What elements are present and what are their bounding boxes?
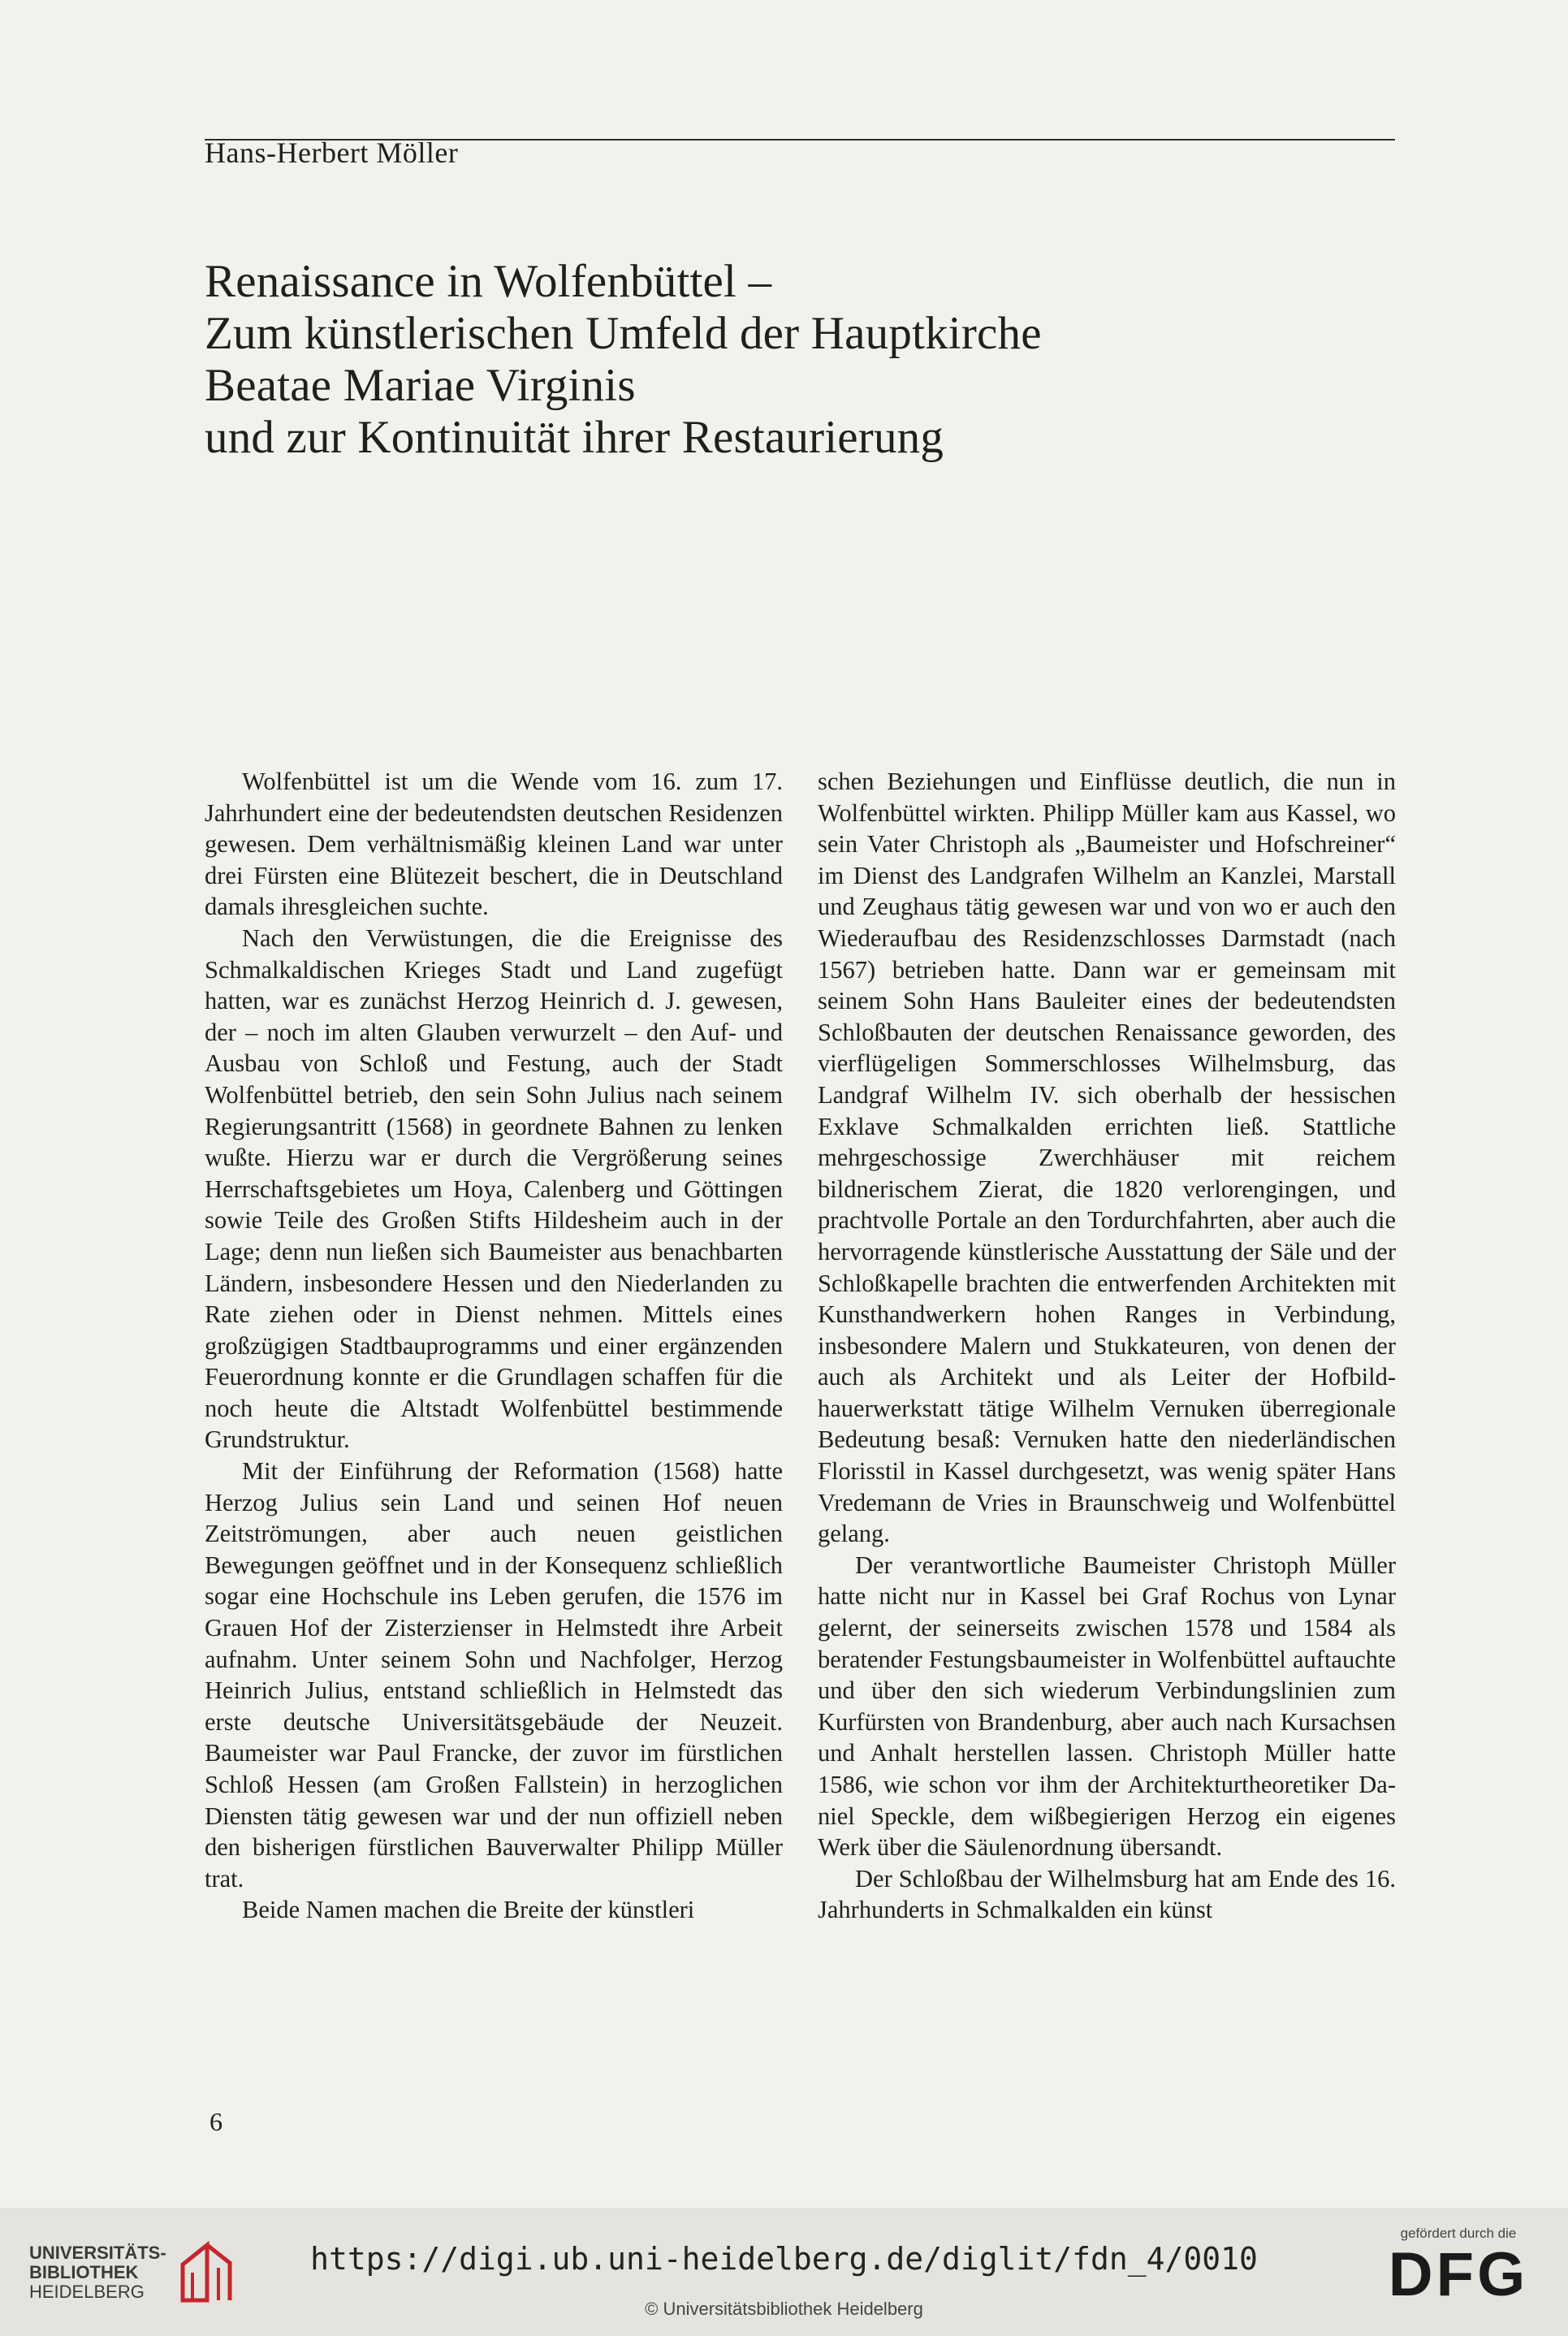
paragraph: Mit der Einführung der Reformation (1568) hatte Herzog Julius sein Land und seinen Hof neuen Zeitströmungen, aber auch neuen geistlichen Bewegungen geöffnet und in der Konsequenz schließlich sogar eine Hochschule ins Leben gerufen, die 1576 im Grauen Hof der Zisterzienser in Helmstedt ihre Arbeit aufnahm. Unter seinem Sohn und Nachfolger, Herzog Heinrich Julius, entstand schließlich in Helmstedt das erste deutsche Universitätsgebäude der Neuzeit. Baumeister war Paul Francke, der zuvor im fürstlichen Schloß Hessen (am Großen Fallstein) in herzoglichen Diensten tätig gewesen war und der nun offiziell neben den bisherigen fürstlichen Bauverwalter Philipp Müller trat. xyxy=(205,1457,783,1893)
paragraph: Wolfenbüttel ist um die Wende vom 16. zum 17. Jahrhundert eine der bedeutendsten deutschen Residenzen gewesen. Dem verhältnismäßig kleinen Land war unter drei Fürsten eine Blütezeit beschert, die in Deutschland damals ihresgleichen suchte. xyxy=(205,768,783,921)
title-line-4: und zur Kontinuität ihrer Restaurierung xyxy=(205,412,944,463)
paragraph: Nach den Verwüstungen, die die Ereignisse des Schmalkaldischen Krieges Stadt und Land zugefügt hatten, war es zunächst Herzog Heinrich d. J. gewesen, der – noch im alten Glauben verwurzelt – den Auf- und Ausbau von Schloß und Festung, auch der Stadt Wolfenbüttel betrieb, den sein Sohn Julius nach seinem Regierungsantritt (1568) in geordnete Bahnen zu lenken wußte. Hierzu war er durch die Vergrößerung seines Herrschaftsgebietes um Hoya, Calenberg und Göttingen sowie Teile des Großen Stifts Hildesheim auch in der Lage; denn nun ließen sich Baumeister aus benachbarten Ländern, insbesondere Hessen und den Niederlanden zu Rate ziehen oder in Dienst nehmen. Mittels eines großzügigen Stadtbauprogramms und einer ergänzenden Feuerordnung konnte er die Grundlagen schaffen für die noch heute die Altstadt Wolfenbüttel bestimmende Grundstruktur. xyxy=(205,924,783,1454)
library-logo-line: BIBLIOTHEK xyxy=(29,2262,139,2282)
paragraph: Der Schloßbau der Wilhelmsburg hat am Ende des 16. Jahrhunderts in Schmalkalden ein künst xyxy=(818,1864,1396,1924)
article-title xyxy=(205,256,1042,464)
library-logo-line: HEIDELBERG xyxy=(29,2282,145,2302)
title-line-1: Renaissance in Wolfenbüttel – xyxy=(205,256,772,307)
paragraph: Der verantwortliche Baumeister Christoph Müller hatte nicht nur in Kassel bei Graf Rochus von Lynar gelernt, der seinerseits zwischen 1578 und 1584 als beratender Festungsbaumeister in Wolfenbüttel auftauchte und über den sich wiederum Verbindungslinien zum Kurfürsten von Brandenburg, aber auch nach Kursachsen und Anhalt herstellen lassen. Christoph Müller hatte 1586, wie schon vor ihm der Architekturtheoretiker Daniel Speckle, dem wißbegierigen Herzog ein eigenes Werk über die Säulenordnung übersandt. xyxy=(818,1551,1396,1862)
viewer-footer xyxy=(0,2208,1568,2336)
right-text-column xyxy=(818,766,1396,1926)
paragraph: schen Beziehungen und Einflüsse deutlich, die nun in Wolfenbüttel wirkten. Philipp Müller kam aus Kassel, wo sein Vater Christoph als „Baumeister und Hofschreiner“ im Dienst des Landgrafen Wilhelm an Kanzlei, Marstall und Zeughaus tätig gewesen war und von wo er auch den Wiederaufbau des Residenzschlosses Darmstadt (nach 1567) betrieben hatte. Dann war er gemeinsam mit seinem Sohn Hans Bauleiter eines der bedeutendsten Schloßbauten der deutschen Renaissance geworden, des vierflügeligen Sommerschlosses Wilhelmsburg, das Landgraf Wilhelm IV. sich oberhalb der hessischen Exklave Schmalkalden errichten ließ. Stattliche mehrgeschossige Zwerchhäuser mit reichem bildnerischem Zierat, die 1820 verlorengingen, und prachtvolle Portale an den Tordurchfahrten, aber auch die hervorragende künstlerische Ausstattung der Säle und der Schloßkapelle brachten die entwerfenden Architekten mit Kunsthandwerkern hohen Ranges in Verbindung, insbesondere Malern und Stukkateuren, von denen der auch als Architekt und als Leiter der Hofbildhauerwerkstatt tätige Wilhelm Vernuken überregionale Bedeutung besaß: Vernuken hatte den niederländischen Florisstil in Kassel durchgesetzt, was wenig später Hans Vredemann de Vries in Braunschweig und Wolfenbüttel gelang. xyxy=(818,768,1396,1548)
page-number: 6 xyxy=(209,2107,222,2136)
left-text-column xyxy=(205,766,783,1926)
dfg-logo: DFG xyxy=(1388,2240,1529,2309)
title-line-2: Zum künstlerischen Umfeld der Hauptkirche xyxy=(205,308,1042,359)
funding-badge[interactable] xyxy=(1381,2226,1536,2308)
author-name: Hans-Herbert Möller xyxy=(205,136,459,169)
permalink-url[interactable]: https://digi.ub.uni-heidelberg.de/diglit/fdn_4/0010 xyxy=(310,2241,1258,2277)
copyright-notice: © Universitätsbibliothek Heidelberg xyxy=(645,2299,923,2319)
title-line-3: Beatae Mariae Virginis xyxy=(205,360,636,411)
paragraph: Beide Namen machen die Breite der künstleri xyxy=(242,1896,695,1924)
funding-note: gefördert durch die xyxy=(1400,2226,1517,2241)
library-logo-line: UNIVERSITÄTS- xyxy=(29,2243,166,2263)
